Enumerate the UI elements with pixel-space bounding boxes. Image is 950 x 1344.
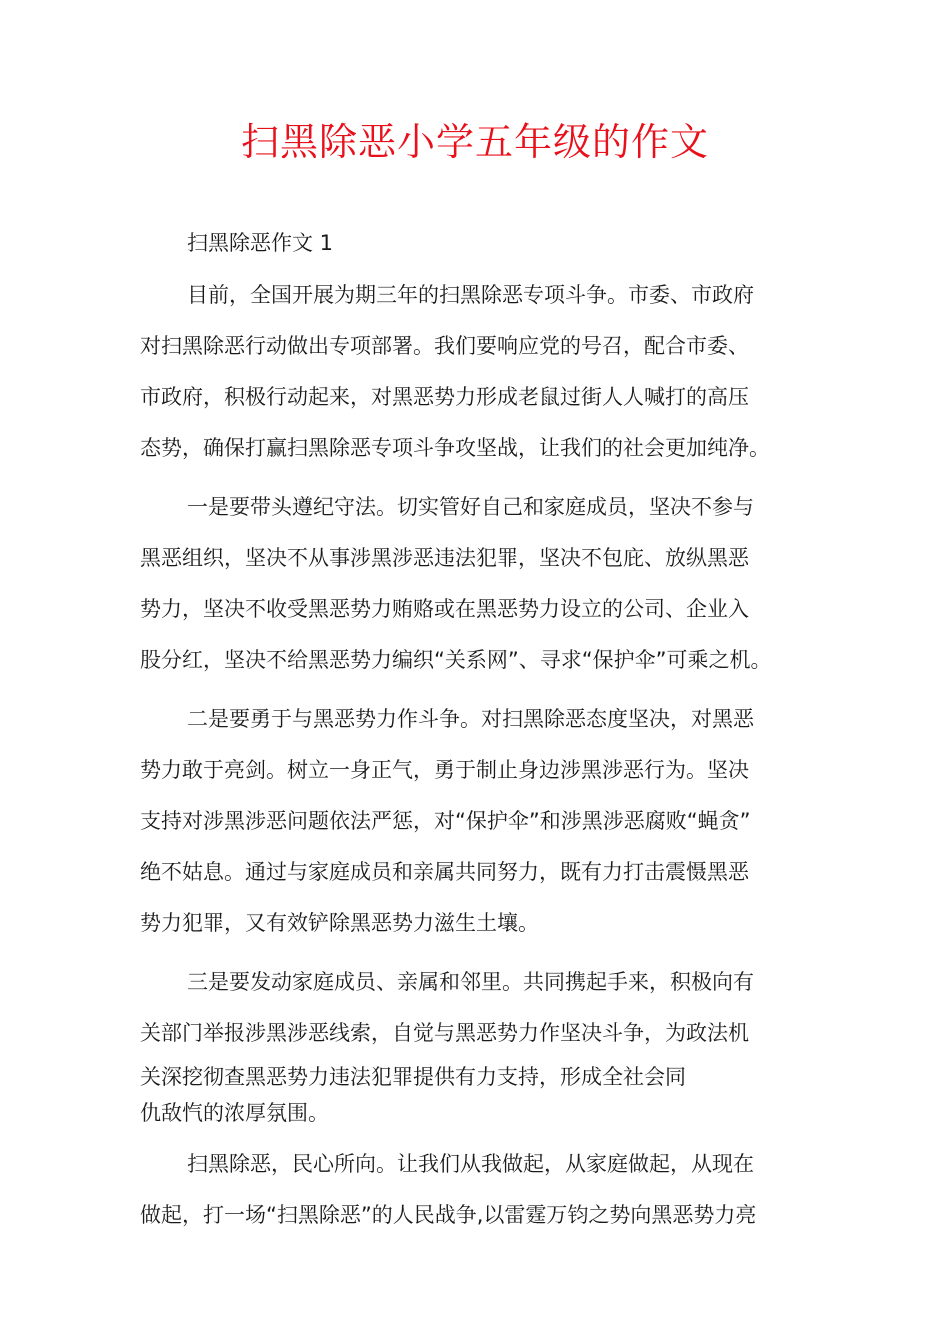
paragraph-line: 绝不姑息。通过与家庭成员和亲属共同努力，既有力打击震慑黑恶 [140, 860, 749, 884]
paragraph-line: 对扫黑除恶行动做出专项部署。我们要响应党的号召，配合市委、 [140, 334, 749, 358]
paragraph-line: 关深挖彻查黑恶势力违法犯罪提供有力支持，形成全社会同 [140, 1065, 686, 1089]
paragraph-1 [140, 270, 830, 474]
paragraph-line: 股分红，坚决不给黑恶势力编织“关系网”、寻求“保护伞”可乘之机。 [140, 648, 772, 672]
paragraph-line: 势力敢于亮剑。树立一身正气，勇于制止身边涉黑涉恶行为。坚决 [140, 758, 749, 782]
paragraph-line: 关部门举报涉黑涉恶线索，自觉与黑恶势力作坚决斗争，为政法机 [140, 1021, 749, 1045]
paragraph-line: 态势，确保打赢扫黑除恶专项斗争攻坚战，让我们的社会更加纯净。 [140, 436, 770, 460]
paragraph-line: 扫黑除恶，民心所向。让我们从我做起，从家庭做起，从现在 [187, 1152, 754, 1176]
paragraph-2 [140, 482, 830, 686]
paragraph-line: 目前，全国开展为期三年的扫黑除恶专项斗争。市委、市政府 [187, 283, 754, 307]
paragraph-line: 二是要勇于与黑恶势力作斗争。对扫黑除恶态度坚决，对黑恶 [187, 707, 754, 731]
paragraph-line: 支持对涉黑涉恶问题依法严惩，对“保护伞”和涉黑涉恶腐败“蝇贪” [140, 809, 751, 833]
paragraph-line: 黑恶组织，坚决不从事涉黑涉恶违法犯罪，坚决不包庇、放纵黑恶 [140, 546, 749, 570]
paragraph-line: 势力犯罪，又有效铲除黑恶势力滋生土壤。 [140, 911, 539, 935]
paragraph-3 [140, 694, 830, 949]
document-body [140, 226, 830, 1249]
document-title: 扫黑除恶小学五年级的作文 [240, 120, 709, 164]
paragraph-4 [140, 957, 830, 1131]
paragraph-line: 三是要发动家庭成员、亲属和邻里。共同携起手来，积极向有 [187, 970, 754, 994]
paragraph-line: 一是要带头遵纪守法。切实管好自己和家庭成员，坚决不参与 [187, 495, 754, 519]
paragraph-line: 势力，坚决不收受黑恶势力贿赂或在黑恶势力设立的公司、企业入 [140, 597, 749, 621]
section-heading: 扫黑除恶作文 1 [187, 231, 334, 255]
paragraph-line: 仇敌忾的浓厚氛围。 [140, 1101, 329, 1125]
paragraph-line: 市政府，积极行动起来，对黑恶势力形成老鼠过街人人喊打的高压 [140, 385, 749, 409]
paragraph-line: 做起，打一场“扫黑除恶”的人民战争,以雷霆万钧之势向黑恶势力亮 [140, 1203, 757, 1227]
paragraph-5 [140, 1139, 830, 1241]
